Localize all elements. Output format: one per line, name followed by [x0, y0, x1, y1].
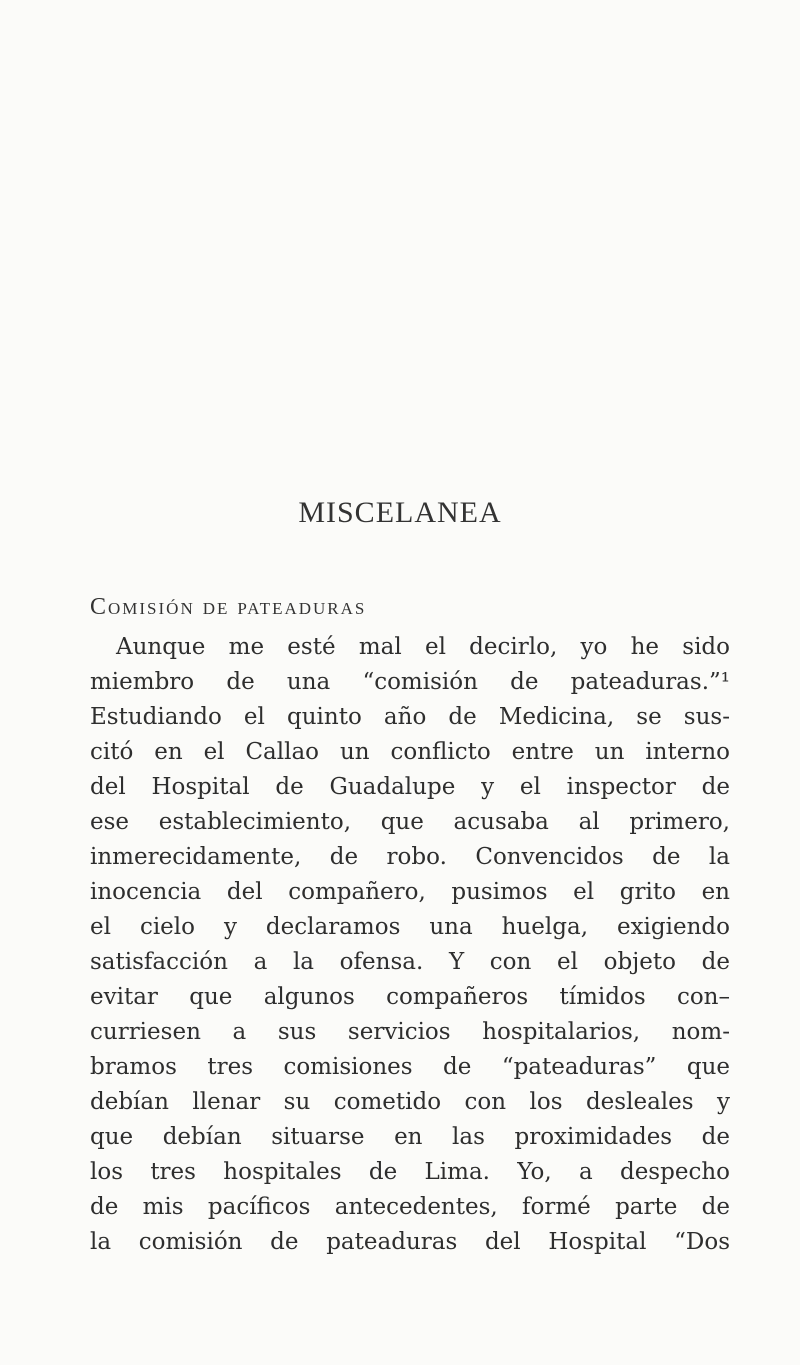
text-line: bramos tres comisiones de “pateaduras” que	[90, 1054, 730, 1080]
text-line: inocencia del compañero, pusimos el grito en	[90, 879, 730, 905]
text-line: citó en el Callao un conflicto entre un interno	[90, 739, 730, 765]
text-line: curriesen a sus servicios hospitalarios, nom-	[90, 1019, 730, 1045]
body-paragraph	[90, 630, 730, 1260]
text-line: miembro de una “comisión de pateaduras.”¹	[90, 669, 730, 695]
chapter-title: MISCELANEA	[298, 496, 502, 529]
text-line: los tres hospitales de Lima. Yo, a despecho	[90, 1159, 730, 1185]
text-line: evitar que algunos compañeros tímidos con–	[90, 984, 730, 1010]
text-line: la comisión de pateaduras del Hospital “Dos	[90, 1229, 730, 1255]
section-heading: Comisión de pateaduras	[90, 594, 367, 620]
text-line: del Hospital de Guadalupe y el inspector de	[90, 774, 730, 800]
text-line: ese establecimiento, que acusaba al primero,	[90, 809, 730, 835]
text-line: que debían situarse en las proximidades de	[90, 1124, 730, 1150]
text-line: el cielo y declaramos una huelga, exigiendo	[90, 914, 730, 940]
text-line: Estudiando el quinto año de Medicina, se sus-	[90, 704, 730, 730]
text-line: satisfacción a la ofensa. Y con el objeto de	[90, 949, 730, 975]
text-line: Aunque me esté mal el decirlo, yo he sido	[116, 634, 730, 660]
text-line: inmerecidamente, de robo. Convencidos de la	[90, 844, 730, 870]
text-line: de mis pacíficos antecedentes, formé parte de	[90, 1194, 730, 1220]
text-line: debían llenar su cometido con los desleales y	[90, 1089, 730, 1115]
